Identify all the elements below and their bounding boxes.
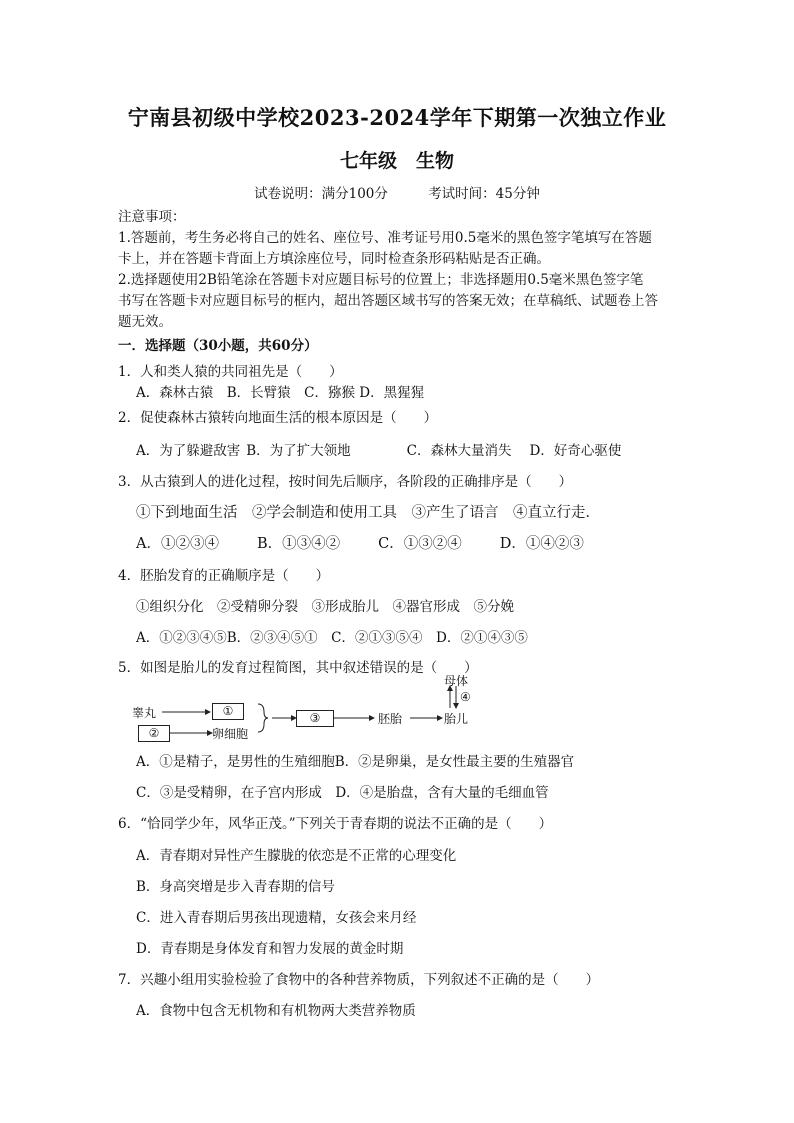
q2-options <box>136 439 621 459</box>
q2-option-d: D．好奇心驱使 <box>529 443 622 459</box>
q6-option-a: A．青春期对异性产生朦胧的依恋是不正常的心理变化 <box>136 848 457 864</box>
q2-option-b: B．为了扩大领地 <box>246 443 351 459</box>
time-info: 考试时间：45分钟 <box>428 186 540 202</box>
q4-items: ①组织分化 ②受精卵分裂 ③形成胎儿 ④器官形成 ⑤分娩 <box>136 599 514 615</box>
q3-options <box>136 532 584 553</box>
diagram-box-2: ② <box>138 725 170 742</box>
number-4-label: ④ <box>460 690 471 704</box>
q3-option-a: A．①②③④ <box>136 536 219 552</box>
q4-stem: 4．胚胎发育的正确顺序是（ ） <box>118 568 330 584</box>
q6-stem: 6．“恰同学少年，风华正茂。”下列关于青春期的说法不正确的是（ ） <box>118 816 553 832</box>
q2-option-a: A．为了躲避敌害 <box>136 443 241 459</box>
diagram-box-1: ① <box>212 703 244 720</box>
q5-options-cd: C．③是受精卵，在子宫内形成 D．④是胎盘，含有大量的毛细血管 <box>136 785 549 801</box>
egg-label: 卵细胞 <box>212 727 249 741</box>
fetus-label: 胎儿 <box>444 712 469 726</box>
section-title: 一．选择题（30小题，共60分） <box>118 338 318 354</box>
q3-option-b: B．①③④② <box>256 536 341 552</box>
notes-line: 题无效。 <box>118 314 172 330</box>
diagram-box-3: ③ <box>296 710 334 727</box>
q6-option-b: B．身高突增是步入青春期的信号 <box>136 879 335 895</box>
mother-label: 母体 <box>444 674 469 688</box>
q5-options-ab: A．①是精子，是男性的生殖细胞B．②是卵巢，是女性最主要的生殖器官 <box>136 754 575 770</box>
notes-line: 书写在答题卡对应题目标号的框内，超出答题区域书写的答案无效；在草稿纸、试题卷上答 <box>118 293 658 309</box>
q7-stem: 7．兴趣小组用实验检验了食物中的各种营养物质，下列叙述不正确的是（ ） <box>118 972 600 988</box>
q1-stem: 1．人和类人猿的共同祖先是（ ） <box>118 364 343 380</box>
fetus-development-diagram <box>132 672 492 744</box>
notes-line: 2.选择题使用2B铅笔涂在答题卡对应题目标号的位置上；非选择题用0.5毫米黑色签字笔 <box>118 272 644 288</box>
testis-label: 睾丸 <box>132 706 157 720</box>
exam-subtitle: 七年级 生物 <box>339 150 454 172</box>
notes-line: 卡上，并在答题卡背面上方填涂座位号，同时检查条形码粘贴是否正确。 <box>118 251 550 267</box>
q2-option-c: C．森林大量消失 <box>406 443 512 459</box>
q3-option-d: D．①④②③ <box>499 536 584 552</box>
q3-items: ①下到地面生活 ②学会制造和使用工具 ③产生了语言 ④直立行走． <box>136 505 600 521</box>
q6-option-c: C．进入青春期后男孩出现遗精，女孩会来月经 <box>136 910 417 926</box>
q1-options: A．森林古猿 B．长臂猿 C．猕猴 D．黑猩猩 <box>136 385 425 401</box>
notes-line: 1.答题前，考生务必将自己的姓名、座位号、准考证号用0.5毫米的黑色签字笔填写在答题 <box>118 230 652 246</box>
notes-heading: 注意事项： <box>118 209 186 225</box>
q3-stem: 3．从古猿到人的进化过程，按时间先后顺序，各阶段的正确排序是（ ） <box>118 474 573 490</box>
q7-option-a: A．食物中包含无机物和有机物两大类营养物质 <box>136 1003 416 1019</box>
q6-option-d: D．青春期是身体发育和智力发展的黄金时期 <box>136 941 404 957</box>
q3-option-c: C．①③②④ <box>378 536 462 552</box>
score-info: 试卷说明：满分100分 <box>254 186 388 202</box>
exam-title: 宁南县初级中学校2023-2024学年下期第一次独立作业 <box>127 105 667 130</box>
q5-stem: 5．如图是胎儿的发育过程简图，其中叙述错误的是（ ） <box>118 660 478 676</box>
q2-stem: 2．促使森林古猿转向地面生活的根本原因是（ ） <box>118 410 438 426</box>
q4-options: A．①②③④⑤B．②③④⑤① C．②①③⑤④ D．②①④③⑤ <box>136 630 528 646</box>
exam-info <box>0 182 794 202</box>
diagram-arrows <box>132 672 492 744</box>
embryo-label: 胚胎 <box>378 712 403 726</box>
